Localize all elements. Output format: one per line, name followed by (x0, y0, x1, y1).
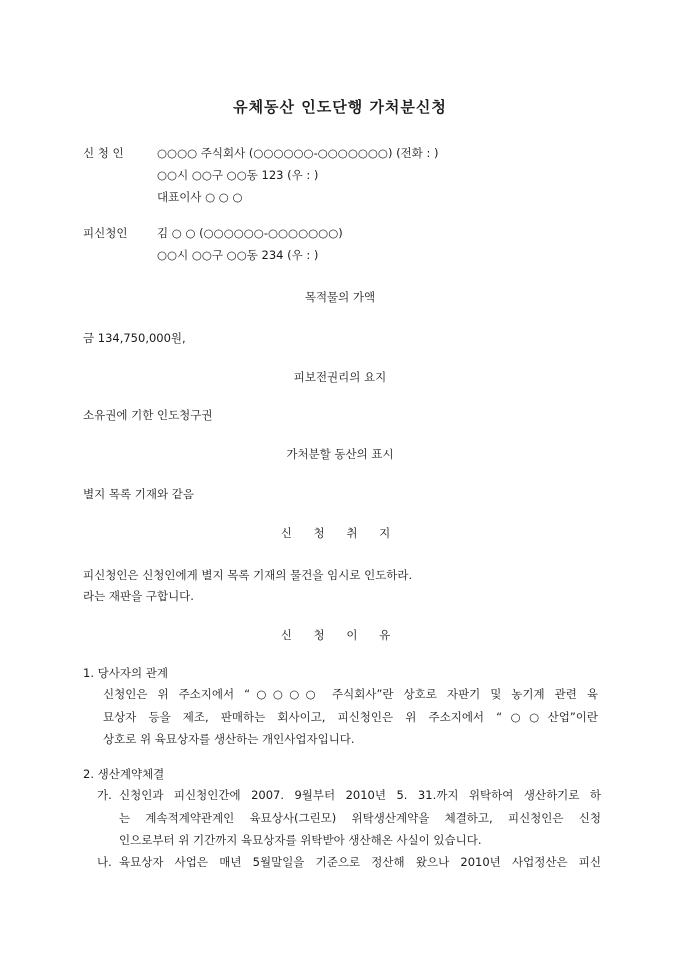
reason-2a-line-3: 인으로부터 위 기간까지 육묘상자를 위탁받아 생산해온 사실이 있습니다. (119, 833, 482, 847)
value-text: 금 134,750,000원, (83, 331, 186, 345)
reason-2a-line-2: 는 계속적계약관계인 육묘상사(그린모) 위탁생산계약을 체결하고, 피신청인은 신청 (119, 810, 601, 825)
respondent-label: 피신청인 (83, 226, 128, 240)
reason-2a-body (119, 784, 601, 852)
applicant-representative: 대표이사 ○ ○ ○ (157, 190, 243, 204)
respondent-address: ○○시 ○○구 ○○동 234 (우 : ) (157, 248, 319, 262)
reason-1-line-2: 묘상자 등을 제조, 판매하는 회사이고, 피신청인은 위 주소지에서 “○○산업”이란 (103, 709, 598, 724)
value-heading: 목적물의 가액 (304, 290, 376, 304)
purpose-line-1: 피신청인은 신청인에게 별지 목록 기재의 물건을 임시로 인도하라. (83, 568, 413, 582)
reason-2b-mark: 나. (97, 855, 112, 869)
purpose-heading: 신 청 취 지 (280, 526, 400, 540)
reason-heading: 신 청 이 유 (280, 628, 400, 642)
right-heading: 피보전권리의 요지 (293, 370, 387, 384)
reason-2a-mark: 가. (97, 788, 112, 802)
document-title: 유체동산 인도단행 가처분신청 (233, 98, 447, 116)
applicant-name-line: ○○○○ 주식회사 (○○○○○○-○○○○○○○) (전화 : ) (157, 146, 439, 160)
reason-1-title: 1. 당사자의 관계 (83, 666, 168, 680)
reason-1-body (103, 683, 598, 751)
applicant-label: 신 청 인 (83, 146, 124, 160)
reason-1-line-3: 상호로 위 육묘상자를 생산하는 개인사업자입니다. (103, 732, 355, 746)
respondent-name-line: 김 ○ ○ (○○○○○○-○○○○○○○) (157, 226, 343, 240)
reason-2b-line-1: 육묘상자 사업은 매년 5월말일을 기준으로 정산해 왔으나 2010년 사업정산은 피신 (119, 855, 601, 869)
reason-2-title: 2. 생산계약체결 (83, 767, 165, 781)
reason-1-line-1: 신청인은 위 주소지에서 “○○○○ 주식회사”란 상호로 자판기 및 농기계 관련 육 (103, 687, 598, 701)
reason-2b-body (119, 851, 601, 874)
property-text: 별지 목록 기재와 같음 (83, 487, 194, 501)
applicant-address: ○○시 ○○구 ○○동 123 (우 : ) (157, 168, 319, 182)
right-text: 소유권에 기한 인도청구권 (83, 408, 213, 422)
property-heading: 가처분할 동산의 표시 (286, 447, 394, 461)
reason-2a-line-1: 신청인과 피신청인간에 2007. 9월부터 2010년 5. 31.까지 위탁하여 생산하기로 하 (119, 788, 601, 802)
purpose-line-2: 라는 재판을 구합니다. (83, 589, 194, 603)
